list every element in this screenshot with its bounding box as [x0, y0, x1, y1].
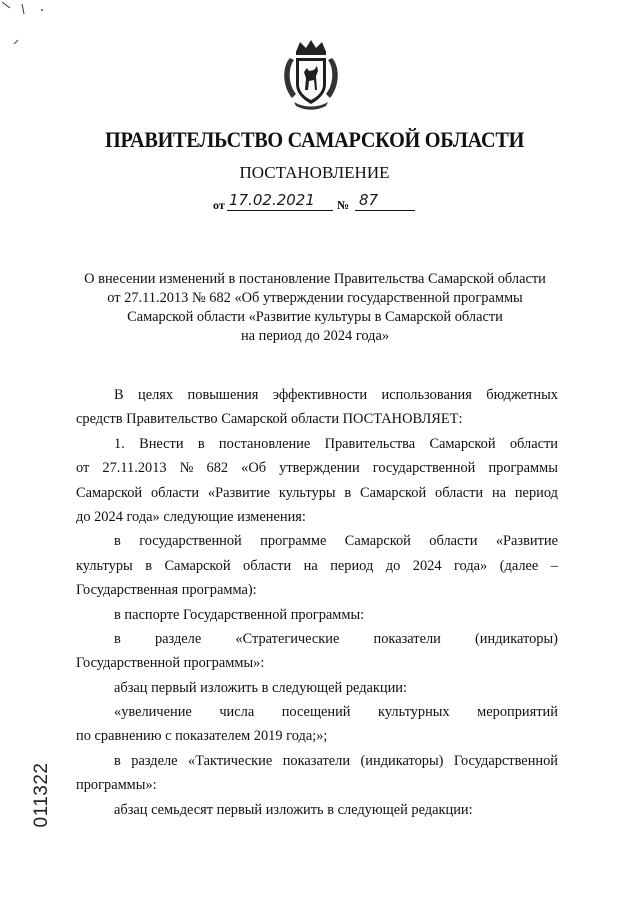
body-line: Самарской области «Развитие культуры в Самарской области на период [76, 484, 558, 501]
body-line: программы»: [76, 777, 157, 794]
body-line: В целях повышения эффективности использования бюджетных [114, 387, 558, 403]
body-line: абзац семьдесят первый изложить в следующей редакции: [114, 801, 473, 818]
body-line: культуры в Самарской области на период до 2024 года» (далее – [76, 557, 558, 574]
subject-line: от 27.11.2013 № 682 «Об утверждении государственной программы [107, 290, 523, 306]
body-line: в паспорте Государственной программы: [114, 606, 365, 623]
subject-line: на период до 2024 года» [240, 328, 390, 344]
document-type: ПОСТАНОВЛЕНИЕ [239, 163, 390, 182]
subject-line: О внесении изменений в постановление Правительства Самарской области [84, 271, 546, 287]
samara-coat-of-arms-emblem [276, 38, 346, 110]
date-underline [227, 210, 333, 211]
serial-number [30, 762, 54, 828]
body-line: 1. Внести в постановление Правительства Самарской области [114, 435, 558, 452]
body-line: абзац первый изложить в следующей редакции: [114, 679, 408, 696]
body-line: от 27.11.2013 № 682 «Об утверждении государственной программы [76, 460, 558, 477]
body-line: по сравнению с показателем 2019 года;»; [76, 728, 328, 745]
body-line: Государственная программа): [76, 582, 257, 599]
number-value: 87 [359, 191, 379, 209]
serial-number-text: 011322 [31, 762, 52, 828]
subject-line: Самарской области «Развитие культуры в Самарской области [127, 309, 503, 325]
body-line: в разделе «Стратегические показатели (индикаторы) [114, 630, 558, 647]
document-body [76, 383, 558, 822]
date-label: от [213, 198, 225, 212]
date-number-line [213, 193, 433, 213]
body-line: в государственной программе Самарской области «Развитие [114, 533, 558, 550]
scan-corner-marks [0, 0, 60, 60]
number-label: № [337, 198, 350, 212]
body-line: до 2024 года» следующие изменения: [76, 508, 306, 525]
document-subject [60, 270, 570, 346]
number-underline [355, 210, 415, 211]
government-title: ПРАВИТЕЛЬСТВО САМАРСКОЙ ОБЛАСТИ [105, 127, 525, 152]
body-line: Государственной программы»: [76, 655, 265, 672]
body-line: средств Правительство Самарской области ПОСТАНОВЛЯЕТ: [76, 411, 463, 428]
body-line: в разделе «Тактические показатели (индикаторы) Государственной [114, 752, 558, 769]
date-value: 17.02.2021 [229, 191, 315, 209]
body-line: «увеличение числа посещений культурных мероприятий [114, 704, 558, 721]
